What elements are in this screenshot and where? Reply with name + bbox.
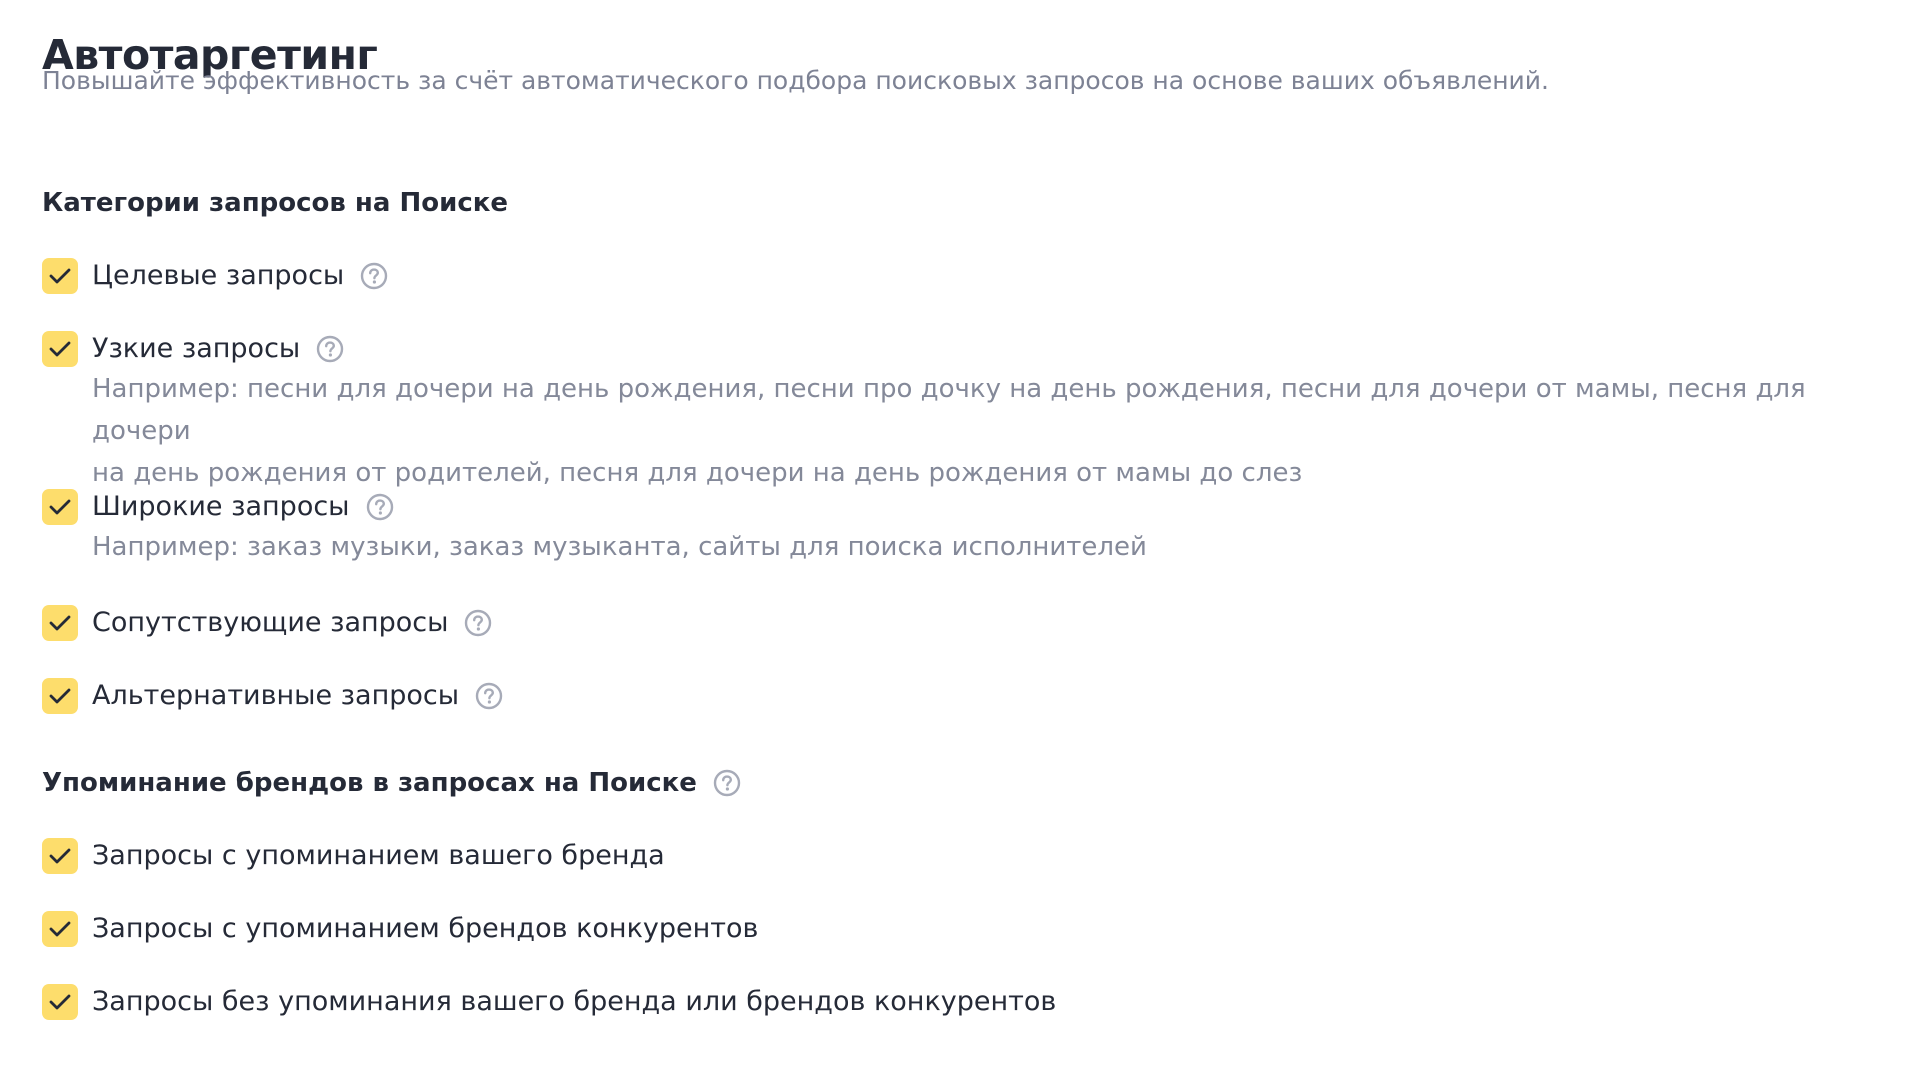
option-alternative-queries[interactable]	[42, 678, 503, 714]
option-label-text[interactable]: Широкие запросы	[92, 491, 350, 522]
checkbox-no-brand[interactable]	[42, 984, 78, 1020]
checkmark-icon	[49, 615, 71, 631]
option-target-queries[interactable]	[42, 258, 388, 294]
checkmark-icon	[49, 921, 71, 937]
option-label-text[interactable]: Запросы без упоминания вашего бренда или брендов конкурентов	[92, 986, 1057, 1017]
example-line: Например: песни для дочери на день рождения, песни про дочку на день рождения, песни для дочери от мамы, песня для дочери	[92, 374, 1806, 446]
question-circle-icon[interactable]	[713, 769, 741, 797]
question-circle-icon[interactable]	[464, 609, 492, 637]
option-label-text[interactable]: Альтернативные запросы	[92, 680, 460, 711]
option-label[interactable]	[92, 911, 758, 947]
question-circle-icon[interactable]	[475, 682, 503, 710]
option-example	[92, 368, 1912, 494]
option-example	[92, 526, 1912, 568]
option-label[interactable]	[92, 984, 1056, 1020]
option-label-text[interactable]: Узкие запросы	[92, 333, 301, 364]
option-broad-queries[interactable]	[42, 489, 1912, 568]
checkmark-icon	[49, 499, 71, 515]
example-line: на день рождения от родителей, песня для дочери на день рождения от мамы до слез	[92, 458, 1303, 488]
checkmark-icon	[49, 341, 71, 357]
checkbox-own-brand[interactable]	[42, 838, 78, 874]
section-title-search-categories	[42, 186, 508, 220]
option-label-text[interactable]: Сопутствующие запросы	[92, 607, 449, 638]
option-label[interactable]	[92, 489, 1912, 525]
option-no-brand[interactable]	[42, 984, 1056, 1020]
section-title-brand-mentions	[42, 766, 741, 800]
option-label[interactable]	[92, 331, 1912, 367]
option-label[interactable]	[92, 258, 388, 294]
option-own-brand[interactable]	[42, 838, 665, 874]
question-circle-icon[interactable]	[316, 335, 344, 363]
checkbox-alternative-queries[interactable]	[42, 678, 78, 714]
checkbox-related-queries[interactable]	[42, 605, 78, 641]
option-competitor-brands[interactable]	[42, 911, 758, 947]
checkbox-narrow-queries[interactable]	[42, 331, 78, 367]
checkbox-broad-queries[interactable]	[42, 489, 78, 525]
question-circle-icon[interactable]	[366, 493, 394, 521]
checkmark-icon	[49, 848, 71, 864]
page-title: Автотаргетинг	[42, 31, 378, 79]
question-circle-icon[interactable]	[360, 262, 388, 290]
example-line: Например: заказ музыки, заказ музыканта, сайты для поиска исполнителей	[92, 532, 1147, 562]
checkmark-icon	[49, 994, 71, 1010]
option-label[interactable]	[92, 678, 503, 714]
checkbox-competitor-brands[interactable]	[42, 911, 78, 947]
checkmark-icon	[49, 688, 71, 704]
option-label-text[interactable]: Запросы с упоминанием брендов конкурентов	[92, 913, 759, 944]
option-label[interactable]	[92, 838, 665, 874]
section-title-text: Упоминание брендов в запросах на Поиске	[42, 768, 697, 798]
option-label-text[interactable]: Целевые запросы	[92, 260, 345, 291]
page-subtitle: Повышайте эффективность за счёт автоматического подбора поисковых запросов на основе ваших объявлений.	[42, 66, 1549, 95]
checkbox-target-queries[interactable]	[42, 258, 78, 294]
section-title-text: Категории запросов на Поиске	[42, 188, 509, 218]
option-narrow-queries[interactable]	[42, 331, 1912, 494]
option-label[interactable]	[92, 605, 492, 641]
checkmark-icon	[49, 268, 71, 284]
option-related-queries[interactable]	[42, 605, 492, 641]
option-label-text[interactable]: Запросы с упоминанием вашего бренда	[92, 840, 665, 871]
